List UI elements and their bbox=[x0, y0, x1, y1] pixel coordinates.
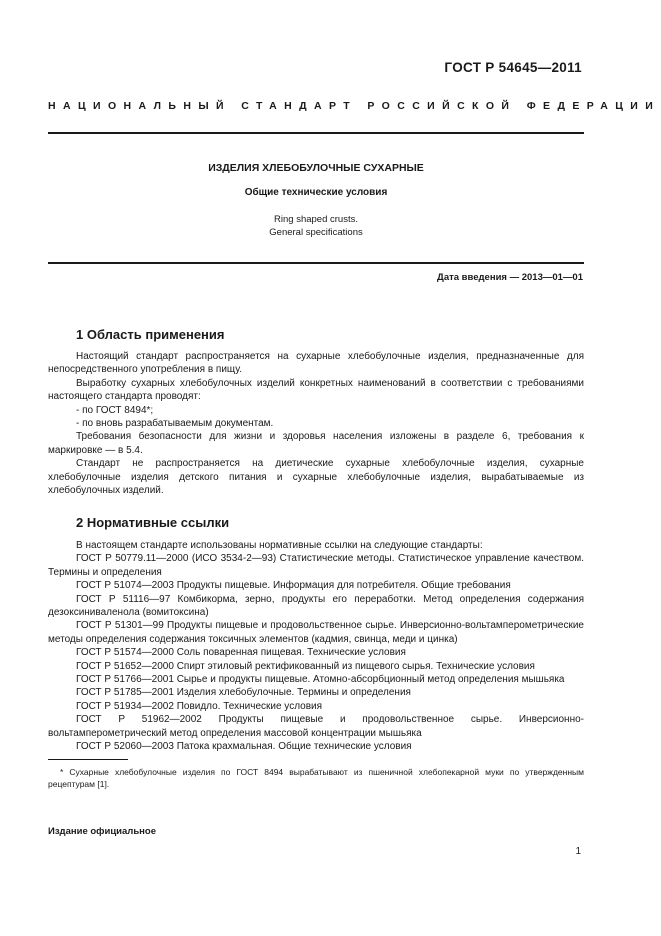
header-rule bbox=[48, 132, 584, 134]
paragraph: Требования безопасности для жизни и здоровья населения изложены в разделе 6, требования к маркировке — в 5.4. bbox=[48, 431, 584, 456]
footnote: * Сухарные хлебобулочные изделия по ГОСТ 8494 вырабатывают из пшеничной хлебопекарной муки по утвержденным рецептурам [1]. bbox=[48, 767, 584, 789]
paragraph: Выработку сухарных хлебобулочных изделий конкретных наименований в соответствии с требованиями настоящего стандарта проводят: bbox=[48, 377, 584, 403]
title-rule bbox=[48, 262, 584, 264]
section-1-heading: 1 Область применения bbox=[76, 327, 225, 342]
footnote-rule bbox=[48, 759, 128, 760]
reference-item: ГОСТ Р 51074—2003 Продукты пищевые. Информация для потребителя. Общие требования bbox=[76, 580, 511, 592]
document-number: ГОСТ Р 54645—2011 bbox=[444, 60, 582, 75]
introduction-date: Дата введения — 2013—01—01 bbox=[437, 272, 583, 283]
english-title-line-1: Ring shaped crusts. bbox=[274, 214, 358, 225]
list-item: - по ГОСТ 8494*; bbox=[76, 404, 154, 416]
standard-subtitle: Общие технические условия bbox=[244, 187, 388, 198]
reference-item: ГОСТ Р 51934—2002 Повидло. Технические условия bbox=[76, 700, 323, 712]
edition-note: Издание официальное bbox=[48, 826, 156, 837]
english-title-line-2: General specifications bbox=[269, 226, 363, 238]
standard-title: ИЗДЕЛИЯ ХЛЕБОБУЛОЧНЫЕ СУХАРНЫЕ bbox=[208, 162, 424, 174]
reference-item: ГОСТ Р 51116—97 Комбикорма, зерно, продукты его переработки. Метод определения содержания дезоксиниваленола (вомитоксина) bbox=[48, 593, 584, 619]
page-number: 1 bbox=[575, 846, 581, 857]
reference-item: ГОСТ Р 51652—2000 Спирт этиловый ректификованный из пищевого сырья. Технические условия bbox=[76, 660, 535, 672]
national-standard-banner: НАЦИОНАЛЬНЫЙ СТАНДАРТ РОССИЙСКОЙ ФЕДЕРАЦИИ bbox=[48, 100, 661, 112]
reference-item: ГОСТ Р 51574—2000 Соль поваренная пищевая. Технические условия bbox=[76, 647, 406, 659]
paragraph: В настоящем стандарте использованы нормативные ссылки на следующие стандарты: bbox=[76, 540, 483, 551]
reference-item: ГОСТ Р 51766—2001 Сырье и продукты пищевые. Атомно-абсорбционный метод определения мышьяка bbox=[76, 674, 565, 686]
section-2-body bbox=[48, 539, 584, 754]
reference-item: ГОСТ Р 52060—2003 Патока крахмальная. Общие технические условия bbox=[76, 741, 412, 753]
list-item: - по вновь разрабатываемым документам. bbox=[76, 418, 274, 430]
reference-item: ГОСТ Р 51785—2001 Изделия хлебобулочные. Термины и определения bbox=[76, 687, 411, 699]
section-2-heading: 2 Нормативные ссылки bbox=[76, 515, 230, 530]
english-title bbox=[48, 214, 584, 239]
reference-item: ГОСТ Р 51301—99 Продукты пищевые и продовольственное сырье. Инверсионно-вольтамперометрические методы определения содержания токсичных элементов (кадмия, свинца, меди и цинка) bbox=[48, 620, 584, 645]
section-1-body bbox=[48, 350, 584, 497]
reference-item: ГОСТ Р 50779.11—2000 (ИСО 3534-2—93) Статистические методы. Статистическое управление качеством. Термины и определения bbox=[48, 553, 584, 578]
reference-item: ГОСТ Р 51962—2002 Продукты пищевые и продовольственное сырье. Инверсионно-вольтамперометрический метод определения массовой концентрации мышьяка bbox=[48, 714, 584, 739]
paragraph: Стандарт не распространяется на диетические сухарные хлебобулочные изделия, сухарные хлебобулочные изделия детского питания и сухарные хлебобулочные изделия, вырабатываемые из хлебобулочных изделий. bbox=[48, 458, 584, 497]
paragraph: Настоящий стандарт распространяется на сухарные хлебобулочные изделия, предназначенные для непосредственного употребления в пищу. bbox=[48, 351, 584, 376]
